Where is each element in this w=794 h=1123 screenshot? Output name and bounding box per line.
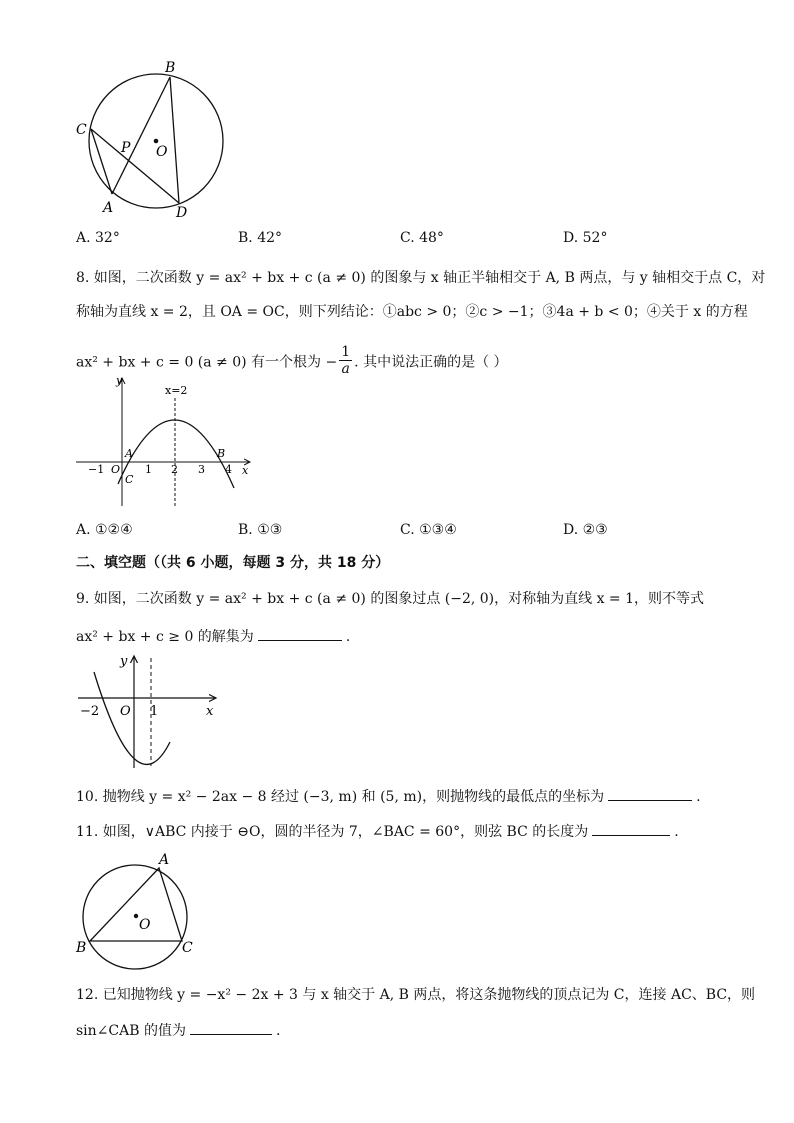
q7-chord-ba <box>112 77 170 194</box>
q8-tick-2: 2 <box>171 463 178 476</box>
q9-line-2-end: . <box>345 629 351 645</box>
q8-label-b: B <box>217 447 226 460</box>
q8-line-2: 称轴为直线 x = 2，且 OA = OC，则下列结论：①abc > 0；②c > −1；③4a + b < 0；④关于 x 的方程 <box>76 304 748 320</box>
q9-answer-blank[interactable] <box>258 626 342 641</box>
q9-label-1: 1 <box>150 704 159 719</box>
q11-end: . <box>674 824 679 840</box>
q8-option-b[interactable]: B. ①③ <box>238 522 283 538</box>
q7-option-c[interactable]: C. 48° <box>400 230 444 246</box>
q8-frac-den: a <box>341 361 350 377</box>
q9-parabola <box>94 672 170 764</box>
q7-label-o: O <box>156 144 168 160</box>
q11-label-b: B <box>76 940 87 956</box>
q12-line-2 <box>76 1020 280 1041</box>
q8-tick-4: 4 <box>225 463 232 476</box>
q8-label-a: A <box>125 447 133 460</box>
q11-label-a: A <box>159 852 170 868</box>
q9-y-label: y <box>120 654 128 669</box>
q9-line-1: 9. 如图，二次函数 y = ax² + bx + c (a ≠ 0) 的图象过点 (−2, 0)，对称轴为直线 x = 1，则不等式 <box>76 591 705 607</box>
q8-x-label: x <box>242 464 249 477</box>
q11-text: 11. 如图，∨ABC 内接于 ⊖O，圆的半径为 7，∠BAC = 60°，则弦 BC 的长度为 <box>76 824 589 840</box>
q11-triangle <box>90 868 182 941</box>
q9-label-neg2: −2 <box>80 704 100 719</box>
q10-answer-blank[interactable] <box>608 786 692 801</box>
q8-fraction <box>339 344 352 377</box>
q7-label-p: P <box>121 140 131 156</box>
q7-chord-cd <box>91 129 179 203</box>
q8-frac-num: 1 <box>341 344 351 360</box>
q9-label-o: O <box>120 704 131 719</box>
q9-x-label: x <box>206 704 214 719</box>
q11-center-dot <box>134 914 138 918</box>
q11-line <box>76 821 679 842</box>
q7-circle-figure <box>70 55 240 225</box>
q11-circle-figure <box>72 848 202 978</box>
q9-parabola-graph <box>76 650 226 770</box>
q10-line <box>76 786 701 807</box>
q10-end: . <box>696 789 701 805</box>
q8-label-c: C <box>125 473 134 486</box>
q7-option-b[interactable]: B. 42° <box>238 230 283 246</box>
q7-label-a: A <box>103 200 114 216</box>
q12-line-2-text: sin∠CAB 的值为 <box>76 1023 186 1039</box>
q8-option-d[interactable]: D. ②③ <box>563 522 608 538</box>
q11-label-o: O <box>139 917 151 933</box>
q11-label-c: C <box>182 940 193 956</box>
q8-tick-3: 3 <box>198 463 205 476</box>
q7-label-b: B <box>165 60 176 76</box>
q8-option-c[interactable]: C. ①③④ <box>400 522 457 538</box>
q12-line-2-end: . <box>275 1023 281 1039</box>
q8-parabola-graph <box>72 372 262 512</box>
q7-center-dot <box>154 139 159 144</box>
q12-answer-blank[interactable] <box>190 1020 272 1035</box>
q11-answer-blank[interactable] <box>592 821 670 836</box>
q7-chord-bd <box>170 77 179 203</box>
q8-label-o: O <box>111 463 121 476</box>
q7-chord-ca <box>91 129 112 194</box>
q8-axis-line-label: x=2 <box>165 384 188 397</box>
q9-line-2 <box>76 626 350 647</box>
q7-label-c: C <box>76 122 87 138</box>
q9-line-2-text: ax² + bx + c ≥ 0 的解集为 <box>76 629 254 645</box>
section-2-title: 二、填空题（（共 6 小题，每题 3 分，共 18 分） <box>76 555 390 571</box>
q12-line-1: 12. 已知抛物线 y = −x² − 2x + 3 与 x 轴交于 A, B 两点，将这条抛物线的顶点记为 C，连接 AC、BC，则 <box>76 987 756 1003</box>
q8-tick-neg1: −1 <box>88 463 105 476</box>
q7-option-d[interactable]: D. 52° <box>563 230 608 246</box>
q10-text: 10. 抛物线 y = x² − 2ax − 8 经过 (−3, m) 和 (5, m)，则抛物线的最低点的坐标为 <box>76 789 605 805</box>
q8-option-a[interactable]: A. ①②④ <box>76 522 133 538</box>
q8-line-3b: . 其中说法正确的是（ ） <box>354 354 508 371</box>
q8-y-label: y <box>116 374 123 387</box>
q8-line-3a: ax² + bx + c = 0 (a ≠ 0) 有一个根为 − <box>76 354 338 371</box>
q7-label-d: D <box>176 205 188 221</box>
q7-option-a[interactable]: A. 32° <box>76 230 120 246</box>
q8-tick-1: 1 <box>145 463 152 476</box>
q8-line-1: 8. 如图，二次函数 y = ax² + bx + c (a ≠ 0) 的图象与 x 轴正半轴相交于 A, B 两点，与 y 轴相交于点 C，对 <box>76 270 766 286</box>
